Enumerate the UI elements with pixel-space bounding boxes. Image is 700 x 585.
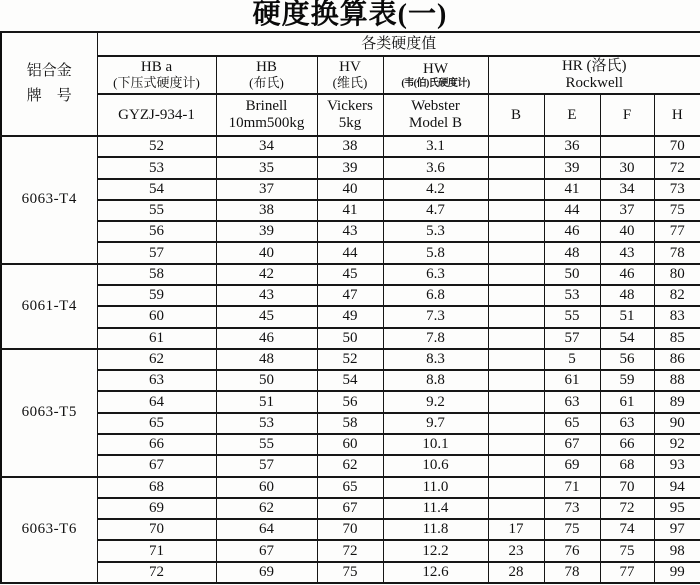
value-cell: 4.2	[383, 179, 488, 200]
value-cell: 34	[600, 179, 654, 200]
subheader-brinell	[216, 94, 317, 136]
table-row	[1, 200, 700, 221]
col-header-hw	[383, 56, 488, 94]
table-row	[1, 434, 700, 455]
value-cell: 50	[216, 370, 317, 391]
table-row	[1, 179, 700, 200]
value-cell	[488, 200, 544, 221]
value-cell: 11.4	[383, 498, 488, 519]
value-cell: 70	[317, 519, 383, 540]
table-row	[1, 540, 700, 561]
value-cell: 78	[544, 562, 600, 583]
value-cell: 36	[544, 136, 600, 157]
value-cell: 54	[97, 179, 216, 200]
value-cell	[488, 413, 544, 434]
subheader-hr-b: B	[488, 94, 544, 136]
value-cell: 62	[97, 349, 216, 370]
value-cell: 44	[317, 242, 383, 263]
value-cell: 73	[544, 498, 600, 519]
value-cell: 80	[654, 264, 700, 285]
span-header: 各类硬度值	[97, 32, 700, 56]
value-cell: 61	[544, 370, 600, 391]
value-cell: 98	[654, 540, 700, 561]
table-row	[1, 242, 700, 263]
table-row	[1, 391, 700, 412]
value-cell: 67	[317, 498, 383, 519]
value-cell: 68	[600, 455, 654, 476]
value-cell: 45	[317, 264, 383, 285]
value-cell	[488, 455, 544, 476]
value-cell: 74	[600, 519, 654, 540]
value-cell: 51	[600, 306, 654, 327]
table-row	[1, 328, 700, 349]
table-body	[1, 136, 700, 583]
value-cell: 45	[216, 306, 317, 327]
value-cell: 52	[317, 349, 383, 370]
subheader-hr-f: F	[600, 94, 654, 136]
subheader-hr-e: E	[544, 94, 600, 136]
value-cell: 63	[600, 413, 654, 434]
col-header-hba-sub: (下压式硬度计)	[113, 75, 200, 91]
value-cell: 48	[216, 349, 317, 370]
value-cell: 55	[216, 434, 317, 455]
value-cell: 56	[97, 221, 216, 242]
value-cell: 39	[317, 157, 383, 178]
value-cell: 44	[544, 200, 600, 221]
value-cell: 41	[544, 179, 600, 200]
value-cell: 65	[97, 413, 216, 434]
value-cell: 58	[97, 264, 216, 285]
value-cell: 70	[97, 519, 216, 540]
value-cell: 43	[600, 242, 654, 263]
value-cell: 6.3	[383, 264, 488, 285]
value-cell	[488, 370, 544, 391]
value-cell	[488, 434, 544, 455]
value-cell: 78	[654, 242, 700, 263]
alloy-cell: 6063-T5	[1, 349, 97, 477]
value-cell: 8.3	[383, 349, 488, 370]
value-cell	[488, 157, 544, 178]
alloy-cell: 6063-T4	[1, 136, 97, 264]
value-cell: 71	[544, 477, 600, 498]
value-cell: 56	[600, 349, 654, 370]
subheader-vickers	[317, 94, 383, 136]
value-cell: 12.2	[383, 540, 488, 561]
value-cell: 61	[97, 328, 216, 349]
table-header	[1, 32, 700, 136]
value-cell: 47	[317, 285, 383, 306]
value-cell	[488, 391, 544, 412]
value-cell: 60	[317, 434, 383, 455]
table-row	[1, 264, 700, 285]
value-cell: 92	[654, 434, 700, 455]
value-cell: 35	[216, 157, 317, 178]
value-cell	[600, 136, 654, 157]
value-cell: 85	[654, 328, 700, 349]
value-cell: 6.8	[383, 285, 488, 306]
value-cell: 7.8	[383, 328, 488, 349]
value-cell: 55	[544, 306, 600, 327]
value-cell: 10.6	[383, 455, 488, 476]
value-cell: 75	[600, 540, 654, 561]
subheader-vickers-line2: 5kg	[338, 115, 362, 131]
col-header-hba	[97, 56, 216, 94]
value-cell: 62	[317, 455, 383, 476]
value-cell: 73	[654, 179, 700, 200]
value-cell: 38	[216, 200, 317, 221]
value-cell: 62	[216, 498, 317, 519]
table-row	[1, 221, 700, 242]
value-cell: 40	[600, 221, 654, 242]
value-cell: 48	[544, 242, 600, 263]
value-cell	[488, 264, 544, 285]
value-cell: 28	[488, 562, 544, 583]
value-cell: 99	[654, 562, 700, 583]
subheader-hr-h: H	[654, 94, 700, 136]
value-cell: 9.7	[383, 413, 488, 434]
value-cell: 57	[544, 328, 600, 349]
value-cell: 70	[654, 136, 700, 157]
value-cell	[488, 477, 544, 498]
value-cell: 70	[600, 477, 654, 498]
value-cell: 43	[216, 285, 317, 306]
value-cell: 72	[600, 498, 654, 519]
value-cell: 68	[97, 477, 216, 498]
hardness-conversion-table	[0, 31, 700, 584]
col-header-hb	[216, 56, 317, 94]
value-cell	[488, 136, 544, 157]
col-header-hb-name: HB	[256, 59, 277, 76]
col-header-hr-sub: Rockwell	[565, 75, 623, 91]
value-cell: 97	[654, 519, 700, 540]
alloy-cell: 6063-T6	[1, 477, 97, 584]
value-cell: 54	[317, 370, 383, 391]
value-cell: 59	[600, 370, 654, 391]
col-header-hw-sub: (韦(伯)氏硬度计)	[401, 77, 470, 89]
value-cell: 72	[654, 157, 700, 178]
value-cell: 11.8	[383, 519, 488, 540]
value-cell: 23	[488, 540, 544, 561]
value-cell: 46	[600, 264, 654, 285]
subheader-vickers-line1: Vickers	[327, 98, 373, 115]
value-cell: 52	[97, 136, 216, 157]
value-cell	[488, 306, 544, 327]
page-title: 硬度换算表(一)	[252, 0, 448, 30]
value-cell: 67	[97, 455, 216, 476]
value-cell: 56	[317, 391, 383, 412]
value-cell: 38	[317, 136, 383, 157]
table-row	[1, 349, 700, 370]
value-cell: 5.3	[383, 221, 488, 242]
value-cell: 63	[97, 370, 216, 391]
value-cell: 66	[600, 434, 654, 455]
table-row	[1, 498, 700, 519]
alloy-header-line2: 牌 号	[26, 88, 72, 104]
table-row	[1, 477, 700, 498]
value-cell: 94	[654, 477, 700, 498]
value-cell: 77	[654, 221, 700, 242]
value-cell: 83	[654, 306, 700, 327]
col-header-hv	[317, 56, 383, 94]
value-cell: 72	[317, 540, 383, 561]
value-cell: 59	[97, 285, 216, 306]
value-cell: 57	[216, 455, 317, 476]
value-cell: 46	[544, 221, 600, 242]
value-cell: 90	[654, 413, 700, 434]
value-cell: 48	[600, 285, 654, 306]
value-cell: 60	[97, 306, 216, 327]
value-cell	[488, 498, 544, 519]
value-cell: 53	[97, 157, 216, 178]
value-cell: 41	[317, 200, 383, 221]
value-cell: 17	[488, 519, 544, 540]
value-cell	[488, 349, 544, 370]
value-cell: 42	[216, 264, 317, 285]
table-row	[1, 455, 700, 476]
col-header-hb-sub: (布氏)	[249, 75, 284, 91]
value-cell: 53	[216, 413, 317, 434]
table-row	[1, 136, 700, 157]
subheader-webster-line2: Model B	[409, 115, 462, 131]
value-cell: 69	[216, 562, 317, 583]
value-cell: 49	[317, 306, 383, 327]
value-cell: 65	[544, 413, 600, 434]
value-cell: 58	[317, 413, 383, 434]
value-cell: 75	[544, 519, 600, 540]
value-cell: 66	[97, 434, 216, 455]
value-cell: 95	[654, 498, 700, 519]
col-header-hr-name: HR (洛氏)	[561, 58, 627, 75]
table-row	[1, 157, 700, 178]
value-cell: 34	[216, 136, 317, 157]
value-cell: 5.8	[383, 242, 488, 263]
value-cell: 40	[317, 179, 383, 200]
alloy-column-header	[1, 32, 97, 136]
col-header-hw-name: HW	[423, 61, 448, 77]
value-cell: 7.3	[383, 306, 488, 327]
value-cell	[488, 242, 544, 263]
value-cell: 39	[544, 157, 600, 178]
value-cell: 82	[654, 285, 700, 306]
value-cell: 64	[216, 519, 317, 540]
table-row	[1, 562, 700, 583]
value-cell: 12.6	[383, 562, 488, 583]
value-cell: 11.0	[383, 477, 488, 498]
value-cell: 4.7	[383, 200, 488, 221]
table-row	[1, 285, 700, 306]
col-header-hr	[488, 56, 700, 94]
value-cell: 88	[654, 370, 700, 391]
subheader-brinell-line2: 10mm500kg	[228, 115, 305, 131]
value-cell: 60	[216, 477, 317, 498]
value-cell: 30	[600, 157, 654, 178]
value-cell: 51	[216, 391, 317, 412]
value-cell: 8.8	[383, 370, 488, 391]
value-cell: 5	[544, 349, 600, 370]
value-cell: 50	[317, 328, 383, 349]
col-header-hba-name: HB a	[140, 59, 173, 76]
value-cell: 61	[600, 391, 654, 412]
value-cell	[488, 179, 544, 200]
value-cell: 86	[654, 349, 700, 370]
value-cell: 3.6	[383, 157, 488, 178]
value-cell: 40	[216, 242, 317, 263]
value-cell: 9.2	[383, 391, 488, 412]
value-cell: 77	[600, 562, 654, 583]
col-header-hv-name: HV	[339, 59, 361, 76]
alloy-header-line1: 铝合金	[26, 63, 72, 80]
value-cell: 3.1	[383, 136, 488, 157]
value-cell: 71	[97, 540, 216, 561]
value-cell: 67	[216, 540, 317, 561]
value-cell: 76	[544, 540, 600, 561]
value-cell: 64	[97, 391, 216, 412]
table-row	[1, 306, 700, 327]
value-cell: 43	[317, 221, 383, 242]
table-row	[1, 413, 700, 434]
value-cell: 69	[544, 455, 600, 476]
value-cell: 65	[317, 477, 383, 498]
table-row	[1, 519, 700, 540]
value-cell: 93	[654, 455, 700, 476]
value-cell: 46	[216, 328, 317, 349]
value-cell: 89	[654, 391, 700, 412]
value-cell: 75	[654, 200, 700, 221]
alloy-cell: 6061-T4	[1, 264, 97, 349]
col-header-hv-sub: (维氏)	[332, 75, 368, 91]
subheader-webster	[383, 94, 488, 136]
value-cell: 53	[544, 285, 600, 306]
value-cell: 10.1	[383, 434, 488, 455]
table-row	[1, 370, 700, 391]
subheader-brinell-line1: Brinell	[245, 98, 288, 115]
value-cell	[488, 285, 544, 306]
value-cell: 55	[97, 200, 216, 221]
subheader-gyzj: GYZJ-934-1	[97, 94, 216, 136]
value-cell: 75	[317, 562, 383, 583]
value-cell: 54	[600, 328, 654, 349]
value-cell: 67	[544, 434, 600, 455]
value-cell	[488, 328, 544, 349]
value-cell: 50	[544, 264, 600, 285]
value-cell: 39	[216, 221, 317, 242]
value-cell: 37	[216, 179, 317, 200]
value-cell: 37	[600, 200, 654, 221]
value-cell: 72	[97, 562, 216, 583]
value-cell	[488, 221, 544, 242]
subheader-webster-line1: Webster	[411, 98, 460, 115]
value-cell: 57	[97, 242, 216, 263]
value-cell: 69	[97, 498, 216, 519]
value-cell: 63	[544, 391, 600, 412]
